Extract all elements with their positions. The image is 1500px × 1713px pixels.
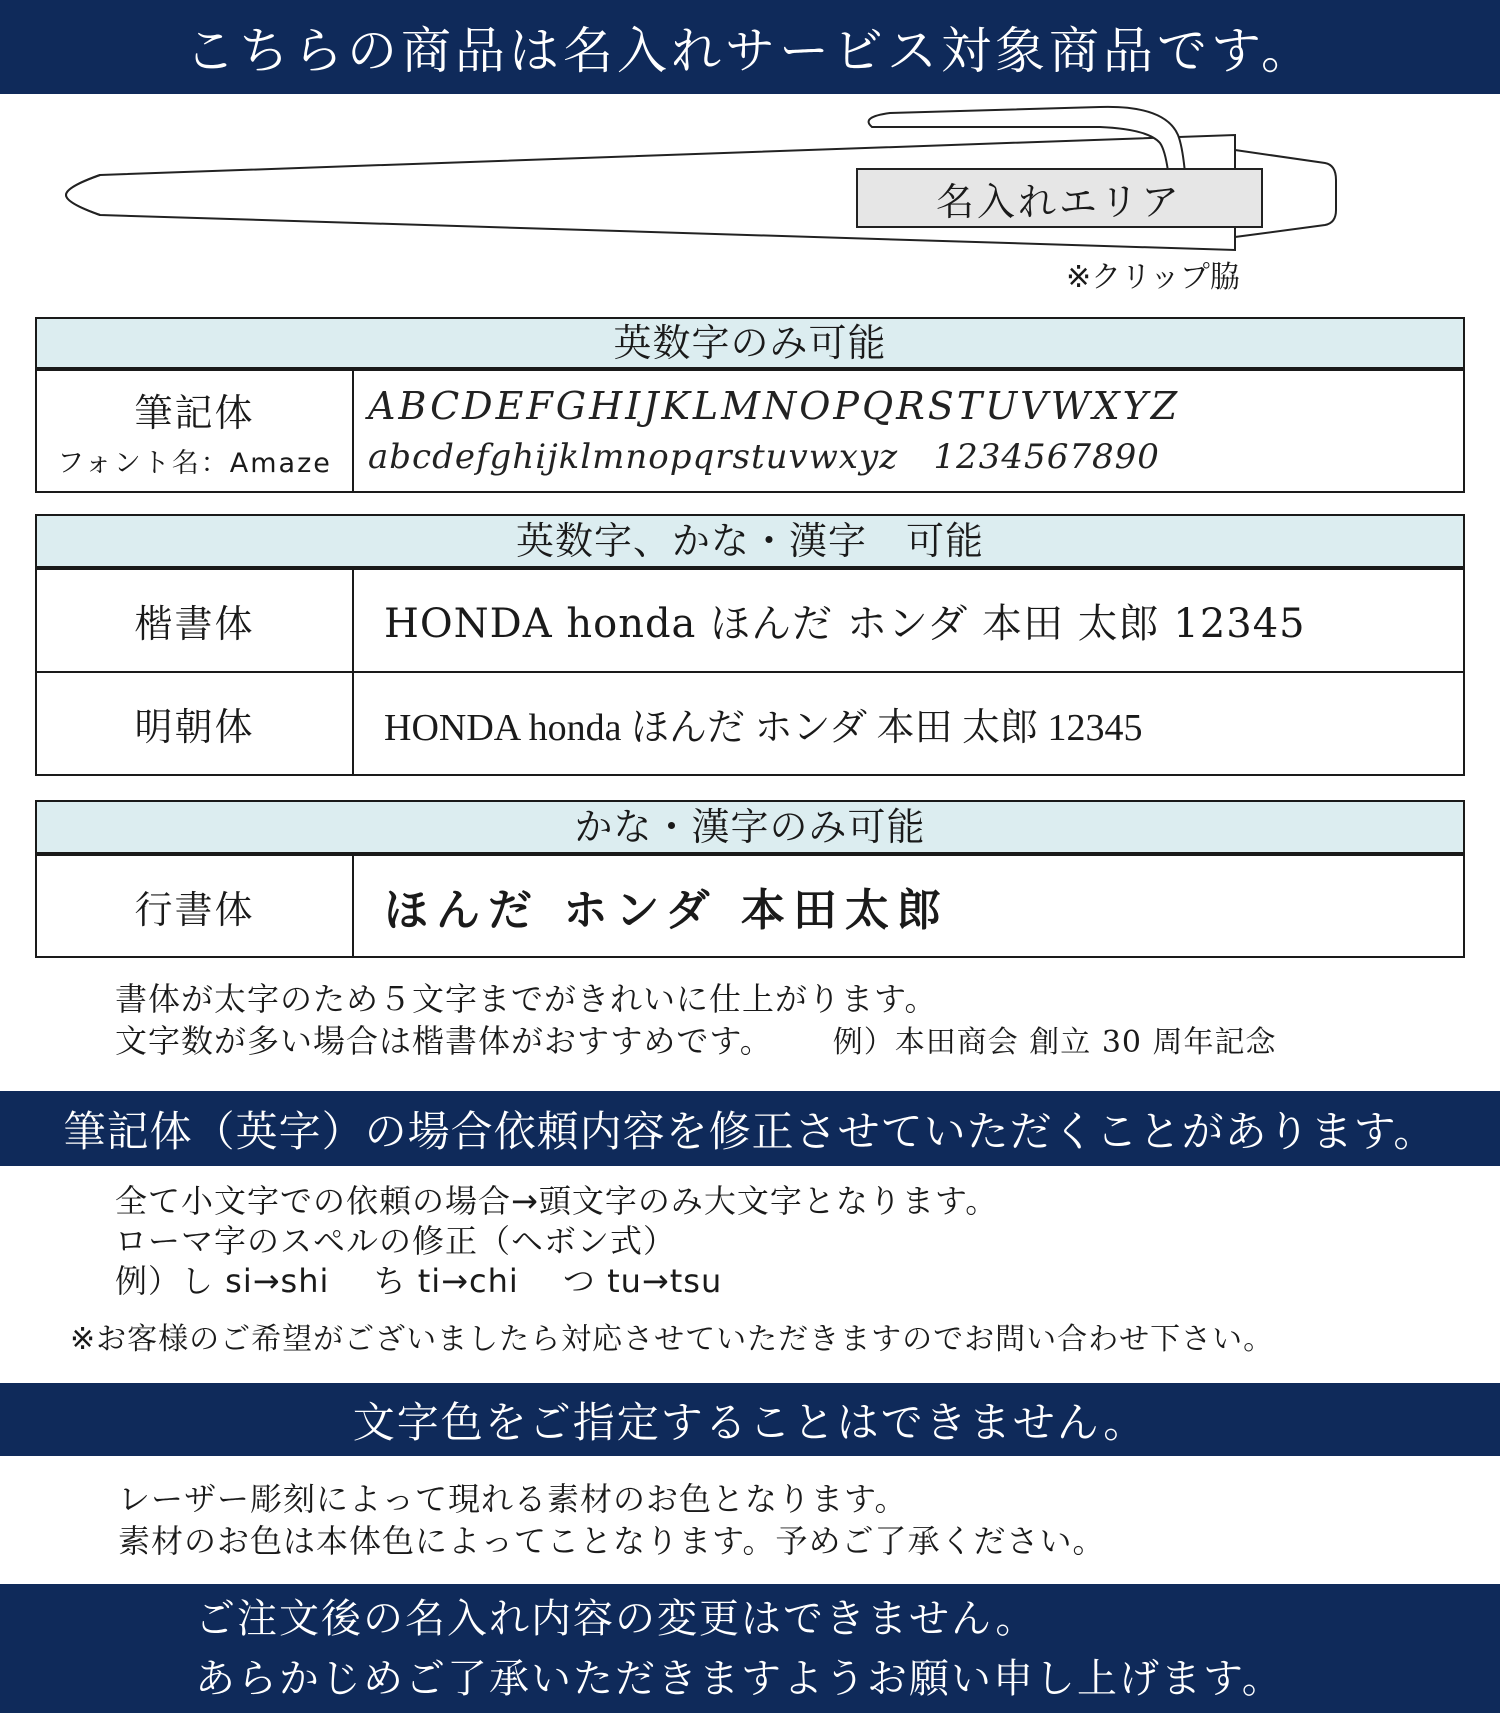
kaisho-label: 楷書体 — [37, 570, 354, 671]
script-font-sample-cell — [354, 371, 1463, 491]
footer-line1: ご注文後の名入れ内容の変更はできません。 — [195, 1595, 1038, 1642]
color-banner — [0, 1383, 1500, 1456]
color-notes — [118, 1478, 1105, 1562]
script-note-line1: 全て小文字での依頼の場合→頭文字のみ大文字となります。 — [115, 1182, 999, 1220]
all-chars-table — [35, 514, 1465, 776]
footer-banner — [0, 1584, 1500, 1713]
gyosho-note-line2: 文字数が多い場合は楷書体がおすすめです。 — [115, 1022, 773, 1060]
gyosho-row — [37, 854, 1463, 956]
script-notes — [115, 1181, 998, 1301]
color-banner-text: 文字色をご指定することはできません。 — [352, 1397, 1148, 1447]
kana-table-heading: かな・漢字のみ可能 — [37, 802, 1463, 854]
script-font-label-cell — [37, 371, 354, 491]
color-note-line1: レーザー彫刻によって現れる素材のお色となります。 — [118, 1480, 908, 1518]
mincho-sample: HONDA honda ほんだ ホンダ 本田 太郎 12345 — [384, 707, 1143, 749]
script-note-contact: ※お客様のご希望がございましたら対応させていただきますのでお問い合わせ下さい。 — [70, 1322, 1275, 1357]
clip-note: ※クリップ脇 — [1066, 260, 1240, 295]
alnum-table — [35, 317, 1465, 493]
script-sample-uppercase: ABCDEFGHIJKLMNOPQRSTUVWXYZ — [368, 384, 1181, 428]
footer-line2: あらかじめご了承いただきますようお願い申し上げます。 — [195, 1655, 1284, 1702]
kaisho-row — [37, 568, 1463, 671]
script-note-line3: 例）し si→shi ち ti→chi つ tu→tsu — [115, 1262, 723, 1300]
script-correction-banner-text: 筆記体（英字）の場合依頼内容を修正させていただくことがあります。 — [63, 1106, 1437, 1156]
mincho-row — [37, 671, 1463, 774]
script-font-name: フォント名：Amaze — [57, 448, 332, 479]
engraving-area-label: 名入れエリア — [935, 180, 1182, 224]
script-sample-lowercase: abcdefghijklmnopqrstuvwxyz 1234567890 — [368, 437, 1160, 477]
gyosho-note-line2-wrap — [115, 1020, 1277, 1064]
script-font-row — [37, 369, 1463, 491]
mincho-label: 明朝体 — [37, 673, 354, 774]
kaisho-sample: HONDA honda ほんだ ホンダ 本田 太郎 12345 — [384, 601, 1306, 647]
gyosho-note-example: 例）本田商会 創立 30 周年記念 — [832, 1025, 1277, 1060]
script-correction-banner — [0, 1091, 1500, 1166]
gyosho-label: 行書体 — [37, 856, 354, 956]
top-banner-title: こちらの商品は名入れサービス対象商品です。 — [185, 22, 1315, 80]
top-banner — [0, 0, 1500, 94]
gyosho-note — [115, 978, 1277, 1064]
gyosho-sample: ほんだ ホンダ 本田太郎 — [384, 885, 949, 936]
alnum-table-heading: 英数字のみ可能 — [37, 319, 1463, 369]
script-font-label: 筆記体 — [134, 391, 255, 435]
color-note-line2: 素材のお色は本体色によってことなります。予めご了承ください。 — [118, 1522, 1106, 1560]
script-note-line2: ローマ字のスペルの修正（ヘボン式） — [115, 1222, 677, 1260]
kana-table — [35, 800, 1465, 958]
gyosho-note-line1: 書体が太字のため５文字までがきれいに仕上がります。 — [115, 980, 938, 1018]
all-chars-table-heading: 英数字、かな・漢字 可能 — [37, 516, 1463, 568]
